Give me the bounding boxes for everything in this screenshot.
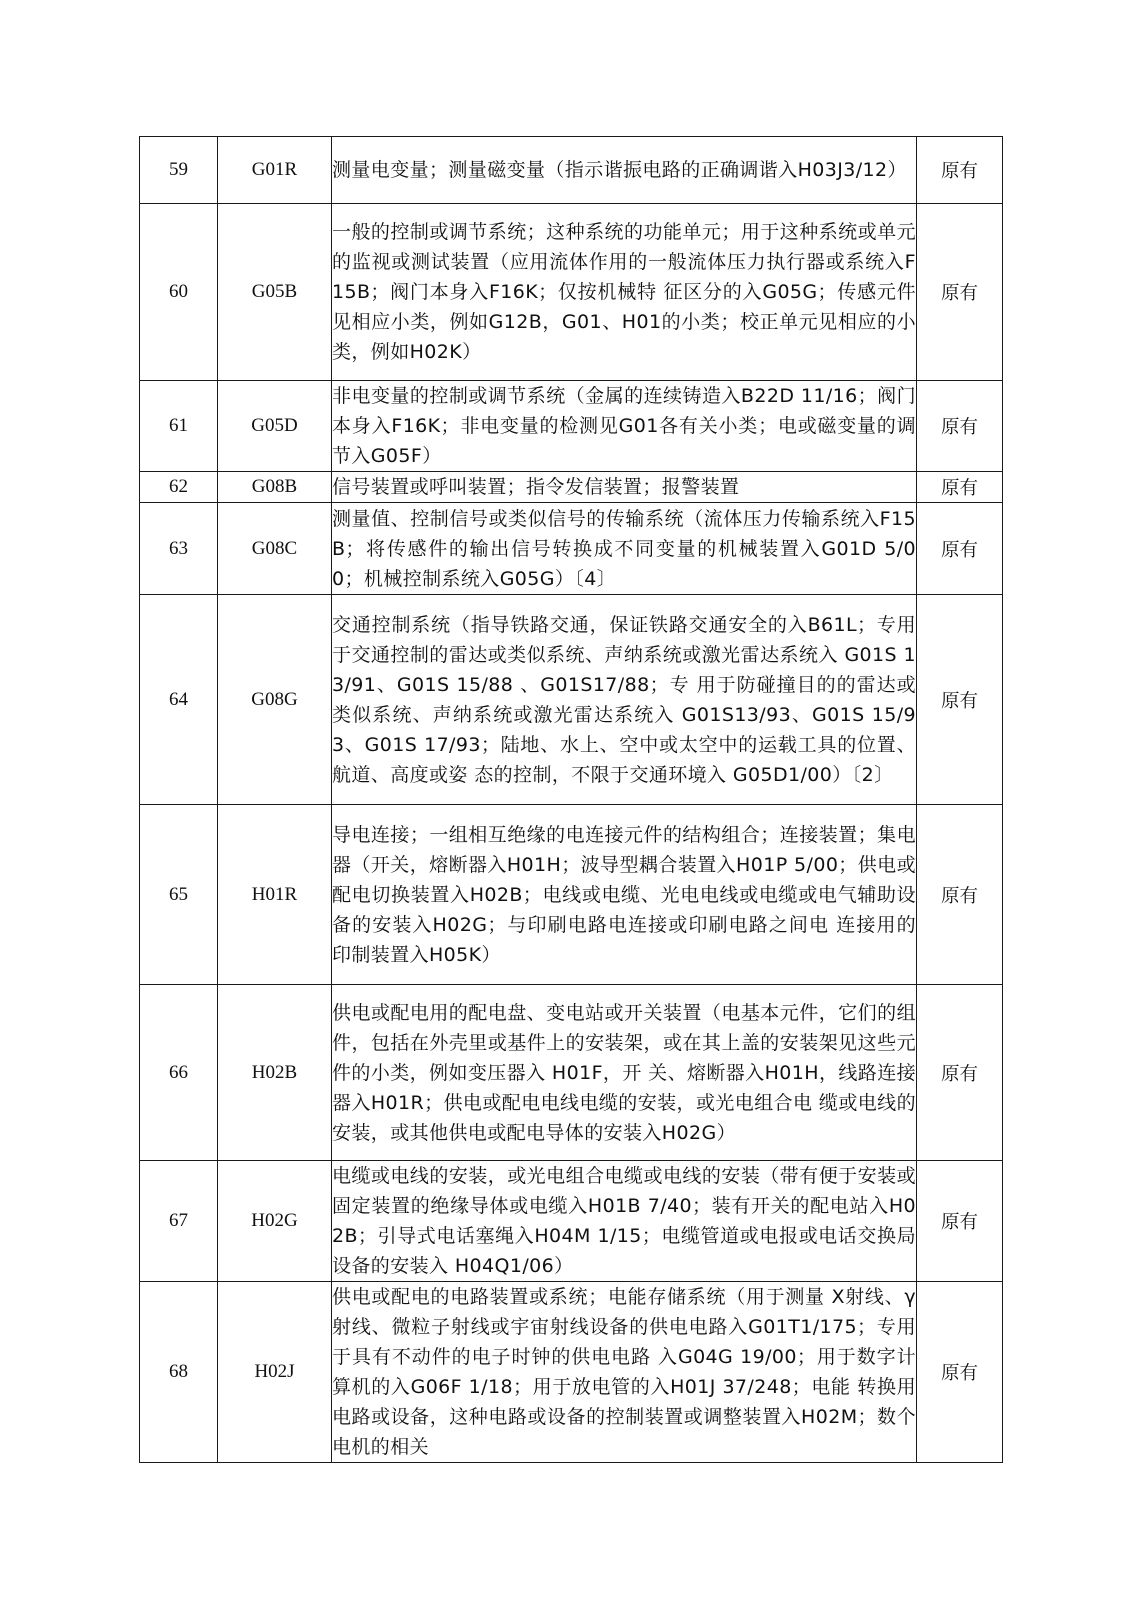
ipc-code: H01R <box>218 805 332 985</box>
table-row <box>140 204 1003 381</box>
ipc-code: G08G <box>218 595 332 805</box>
row-number: 65 <box>140 805 218 985</box>
status-cell: 原有 <box>917 595 1003 805</box>
class-description: 导电连接；一组相互绝缘的电连接元件的结构组合；连接装置；集电器（开关，熔断器入H01H；波导型耦合装置入H01P 5/00；供电或配电切换装置入H02B；电线或电缆、光电电线或电缆或电气辅助设备的安装入H02G；与印刷电路电连接或印刷电路之间电 连接用的印制装置入H05K） <box>332 805 917 985</box>
table-row <box>140 472 1003 503</box>
status-cell: 原有 <box>917 1282 1003 1463</box>
status-cell: 原有 <box>917 204 1003 381</box>
class-description: 信号装置或呼叫装置；指令发信装置；报警装置 <box>332 472 917 503</box>
ipc-code: G08C <box>218 503 332 595</box>
row-number: 59 <box>140 137 218 204</box>
row-number: 64 <box>140 595 218 805</box>
status-cell: 原有 <box>917 985 1003 1161</box>
ipc-code: G05B <box>218 204 332 381</box>
ipc-code: H02G <box>218 1161 332 1282</box>
table-row <box>140 1161 1003 1282</box>
row-number: 63 <box>140 503 218 595</box>
table-row <box>140 805 1003 985</box>
ipc-code: G05D <box>218 381 332 472</box>
table-row <box>140 137 1003 204</box>
class-description: 电缆或电线的安装，或光电组合电缆或电线的安装（带有便于安装或固定装置的绝缘导体或电缆入H01B 7/40；装有开关的配电站入H02B；引导式电话塞绳入H04M 1/15；电缆管道或电报或电话交换局设备的安装入 H04Q1/06） <box>332 1161 917 1282</box>
status-cell: 原有 <box>917 381 1003 472</box>
row-number: 66 <box>140 985 218 1161</box>
class-description: 交通控制系统（指导铁路交通，保证铁路交通安全的入B61L；专用于交通控制的雷达或类似系统、声纳系统或激光雷达系统入 G01S 13/91、G01S 15/88 、G01S17/88；专 用于防碰撞目的的雷达或类似系统、声纳系统或激光雷达系统入 G01S13/93、G01S 15/93、G01S 17/93；陆地、水上、空中或太空中的运载工具的位置、航道、高度或姿 态的控制，不限于交通环境入 G05D1/00）〔2〕 <box>332 595 917 805</box>
status-cell: 原有 <box>917 805 1003 985</box>
status-cell: 原有 <box>917 472 1003 503</box>
class-description: 一般的控制或调节系统；这种系统的功能单元；用于这种系统或单元的监视或测试装置（应用流体作用的一般流体压力执行器或系统入F15B；阀门本身入F16K；仅按机械特 征区分的入G05G；传感元件见相应小类，例如G12B，G01、H01的小类；校正单元见相应的小类，例如H02K） <box>332 204 917 381</box>
class-description: 测量值、控制信号或类似信号的传输系统（流体压力传输系统入F15B；将传感件的输出信号转换成不同变量的机械装置入G01D 5/00；机械控制系统入G05G）〔4〕 <box>332 503 917 595</box>
class-description: 供电或配电用的配电盘、变电站或开关装置（电基本元件，它们的组件，包括在外壳里或基件上的安装架，或在其上盖的安装架见这些元件的小类，例如变压器入 H01F，开 关、熔断器入H01H，线路连接器入H01R；供电或配电电线电缆的安装，或光电组合电 缆或电线的安装，或其他供电或配电导体的安装入H02G） <box>332 985 917 1161</box>
row-number: 68 <box>140 1282 218 1463</box>
row-number: 61 <box>140 381 218 472</box>
class-description: 非电变量的控制或调节系统（金属的连续铸造入B22D 11/16；阀门本身入F16K；非电变量的检测见G01各有关小类；电或磁变量的调节入G05F） <box>332 381 917 472</box>
class-description: 供电或配电的电路装置或系统；电能存储系统（用于测量 X射线、γ 射线、微粒子射线或宇宙射线设备的供电电路入G01T1/175；专用于具有不动件的电子时钟的供电电路 入G04G 19/00；用于数字计算机的入G06F 1/18；用于放电管的入H01J 37/248；电能 转换用电路或设备，这种电路或设备的控制装置或调整装置入H02M；数个电机的相关 <box>332 1282 917 1463</box>
status-cell: 原有 <box>917 1161 1003 1282</box>
class-description: 测量电变量；测量磁变量（指示谐振电路的正确调谐入H03J3/12） <box>332 137 917 204</box>
table-row <box>140 503 1003 595</box>
row-number: 62 <box>140 472 218 503</box>
status-cell: 原有 <box>917 137 1003 204</box>
row-number: 67 <box>140 1161 218 1282</box>
ipc-classification-table <box>139 136 1003 1463</box>
table-row <box>140 985 1003 1161</box>
table-row <box>140 1282 1003 1463</box>
status-cell: 原有 <box>917 503 1003 595</box>
table-row <box>140 381 1003 472</box>
table-body <box>140 137 1003 1463</box>
table-row <box>140 595 1003 805</box>
ipc-code: G08B <box>218 472 332 503</box>
ipc-code: H02B <box>218 985 332 1161</box>
ipc-code: H02J <box>218 1282 332 1463</box>
ipc-code: G01R <box>218 137 332 204</box>
row-number: 60 <box>140 204 218 381</box>
